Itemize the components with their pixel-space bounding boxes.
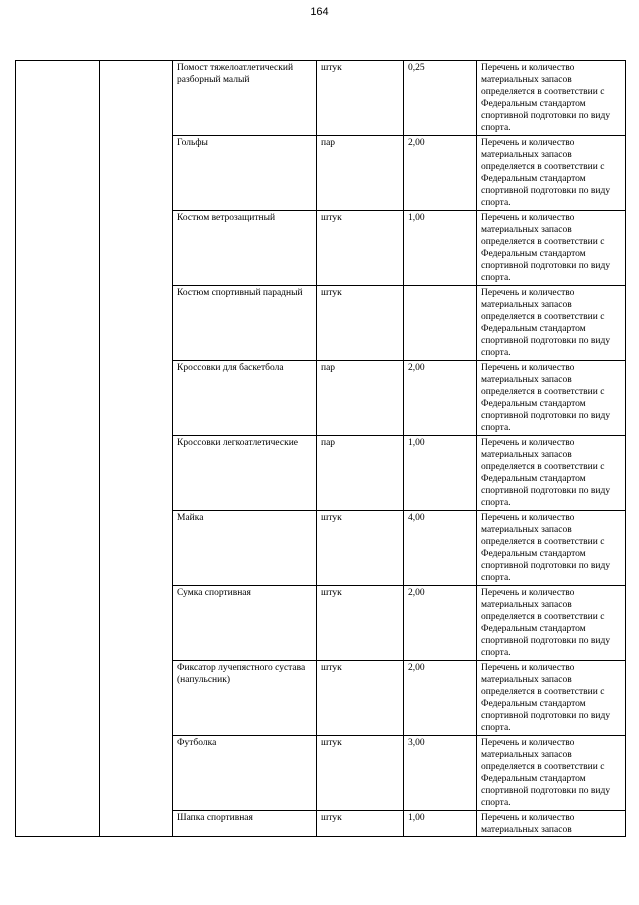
item-name-cell: Шапка спортивная <box>173 811 317 837</box>
quantity-cell: 2,00 <box>404 136 477 211</box>
empty-cell-col1 <box>16 61 100 837</box>
unit-cell: пар <box>317 361 404 436</box>
unit-cell: штук <box>317 61 404 136</box>
quantity-cell: 4,00 <box>404 511 477 586</box>
unit-cell: штук <box>317 736 404 811</box>
unit-cell: пар <box>317 136 404 211</box>
quantity-cell: 1,00 <box>404 211 477 286</box>
quantity-cell: 2,00 <box>404 586 477 661</box>
item-name-cell: Майка <box>173 511 317 586</box>
note-cell: Перечень и количество материальных запасов определяется в соответствии с Федеральным стандартом спортивной подготовки по виду спорта. <box>477 211 626 286</box>
item-name-cell: Гольфы <box>173 136 317 211</box>
unit-cell: штук <box>317 511 404 586</box>
item-name-cell: Костюм ветрозащитный <box>173 211 317 286</box>
note-cell: Перечень и количество материальных запасов <box>477 811 626 837</box>
table-row <box>16 61 626 136</box>
quantity-cell: 2,00 <box>404 661 477 736</box>
item-name-cell: Фиксатор лучепястного сустава (напульсник) <box>173 661 317 736</box>
empty-cell-col2 <box>100 61 173 837</box>
item-name-cell: Помост тяжелоатлетический разборный малый <box>173 61 317 136</box>
note-cell: Перечень и количество материальных запасов определяется в соответствии с Федеральным стандартом спортивной подготовки по виду спорта. <box>477 61 626 136</box>
note-cell: Перечень и количество материальных запасов определяется в соответствии с Федеральным стандартом спортивной подготовки по виду спорта. <box>477 136 626 211</box>
materials-table <box>15 60 626 837</box>
quantity-cell: 3,00 <box>404 736 477 811</box>
unit-cell: штук <box>317 811 404 837</box>
item-name-cell: Сумка спортивная <box>173 586 317 661</box>
note-cell: Перечень и количество материальных запасов определяется в соответствии с Федеральным стандартом спортивной подготовки по виду спорта. <box>477 361 626 436</box>
item-name-cell: Кроссовки для баскетбола <box>173 361 317 436</box>
item-name-cell: Костюм спортивный парадный <box>173 286 317 361</box>
note-cell: Перечень и количество материальных запасов определяется в соответствии с Федеральным стандартом спортивной подготовки по виду спорта. <box>477 436 626 511</box>
quantity-cell <box>404 286 477 361</box>
unit-cell: пар <box>317 436 404 511</box>
note-cell: Перечень и количество материальных запасов определяется в соответствии с Федеральным стандартом спортивной подготовки по виду спорта. <box>477 511 626 586</box>
unit-cell: штук <box>317 586 404 661</box>
item-name-cell: Кроссовки легкоатлетические <box>173 436 317 511</box>
note-cell: Перечень и количество материальных запасов определяется в соответствии с Федеральным стандартом спортивной подготовки по виду спорта. <box>477 661 626 736</box>
unit-cell: штук <box>317 286 404 361</box>
unit-cell: штук <box>317 211 404 286</box>
quantity-cell: 0,25 <box>404 61 477 136</box>
materials-table-body <box>16 61 626 837</box>
note-cell: Перечень и количество материальных запасов определяется в соответствии с Федеральным стандартом спортивной подготовки по виду спорта. <box>477 286 626 361</box>
page-number: 164 <box>310 6 329 18</box>
quantity-cell: 1,00 <box>404 811 477 837</box>
quantity-cell: 1,00 <box>404 436 477 511</box>
note-cell: Перечень и количество материальных запасов определяется в соответствии с Федеральным стандартом спортивной подготовки по виду спорта. <box>477 736 626 811</box>
quantity-cell: 2,00 <box>404 361 477 436</box>
unit-cell: штук <box>317 661 404 736</box>
note-cell: Перечень и количество материальных запасов определяется в соответствии с Федеральным стандартом спортивной подготовки по виду спорта. <box>477 586 626 661</box>
item-name-cell: Футболка <box>173 736 317 811</box>
